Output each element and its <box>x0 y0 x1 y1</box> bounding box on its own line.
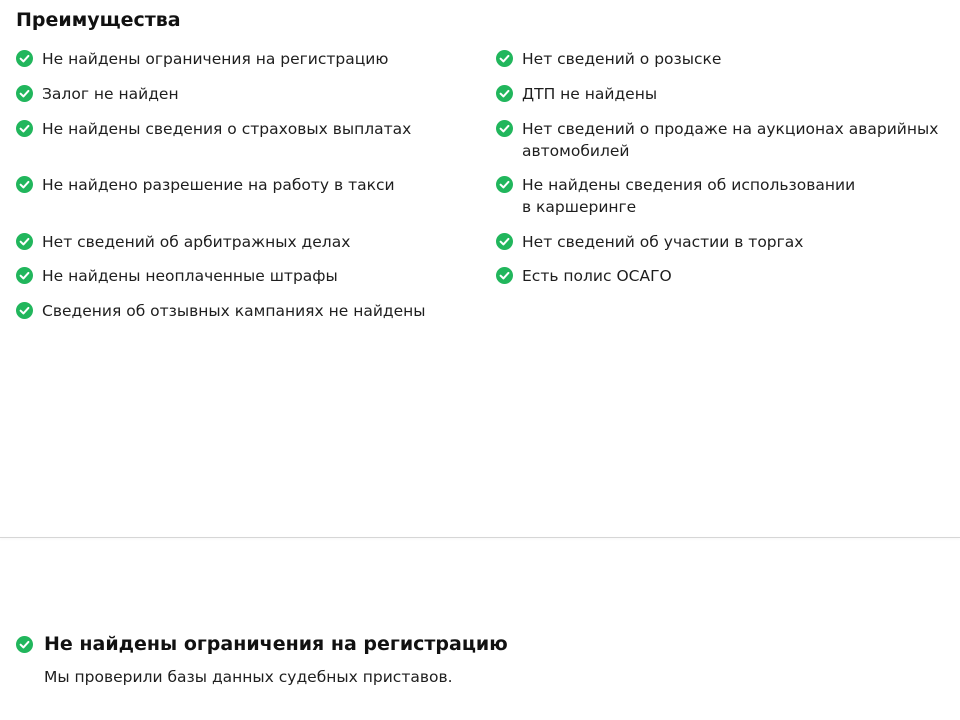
advantage-item <box>16 83 466 105</box>
advantage-item <box>496 265 956 287</box>
advantage-item <box>16 174 466 196</box>
advantage-item <box>16 48 466 70</box>
advantages-list <box>0 0 960 340</box>
advantage-label: Нет сведений об арбитражных делах <box>42 233 351 251</box>
check-circle-icon <box>16 267 33 284</box>
advantage-item <box>496 118 956 162</box>
check-circle-icon <box>16 176 33 193</box>
advantage-label: Нет сведений об участии в торгах <box>522 233 804 251</box>
check-circle-icon <box>16 302 33 319</box>
advantage-item <box>496 174 956 218</box>
advantage-label: Не найдены неоплаченные штрафы <box>42 267 338 285</box>
section-divider <box>0 537 960 538</box>
check-circle-icon <box>16 50 33 67</box>
advantage-item <box>496 231 956 253</box>
advantage-detail <box>16 630 946 688</box>
advantages-title: Преимущества <box>16 9 181 31</box>
advantage-label: Сведения об отзывных кампаниях не найдены <box>42 302 426 320</box>
advantage-label: Не найдены сведения о страховых выплатах <box>42 120 412 138</box>
advantage-item <box>16 118 466 140</box>
check-circle-icon <box>16 120 33 137</box>
advantage-item <box>16 300 466 322</box>
advantage-item <box>496 83 956 105</box>
advantage-label: Есть полис ОСАГО <box>522 267 672 285</box>
advantage-item <box>16 265 466 287</box>
check-circle-icon <box>496 120 513 137</box>
advantage-label: ДТП не найдены <box>522 85 658 103</box>
check-circle-icon <box>496 85 513 102</box>
check-circle-icon <box>16 85 33 102</box>
check-circle-icon <box>16 233 33 250</box>
check-circle-icon <box>496 50 513 67</box>
detail-title: Не найдены ограничения на регистрацию <box>44 633 508 655</box>
detail-description: Мы проверили базы данных судебных приставов. <box>44 668 453 686</box>
advantage-label: Не найдены сведения об использовании в каршеринге <box>522 176 856 216</box>
check-circle-icon <box>496 176 513 193</box>
check-circle-icon <box>496 267 513 284</box>
check-circle-icon <box>16 636 33 653</box>
advantage-label: Залог не найден <box>42 85 179 103</box>
check-circle-icon <box>496 233 513 250</box>
advantage-label: Не найдены ограничения на регистрацию <box>42 50 389 68</box>
advantage-item <box>16 231 466 253</box>
advantage-label: Нет сведений о продаже на аукционах аварийных автомобилей <box>522 120 939 160</box>
advantage-label: Нет сведений о розыске <box>522 50 722 68</box>
advantage-item <box>496 48 956 70</box>
detail-header <box>16 630 946 658</box>
advantage-label: Не найдено разрешение на работу в такси <box>42 176 395 194</box>
